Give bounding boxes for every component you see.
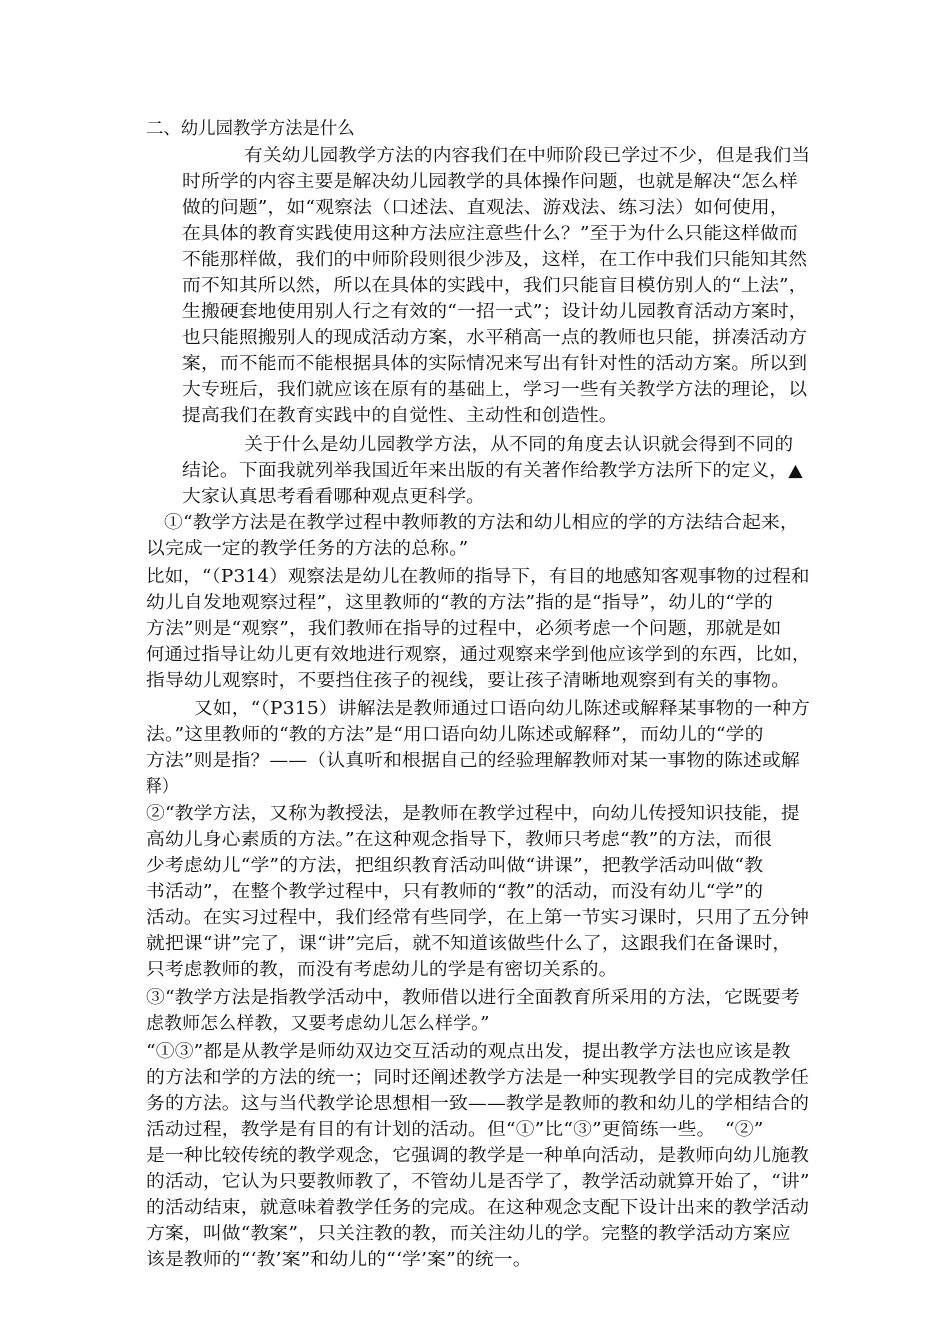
text-line: 是一种比较传统的教学观念，它强调的教学是一种单向活动，是教师向幼儿施教 [146, 1146, 810, 1166]
text-line: 而不知其所以然，所以在具体的实践中，我们只能盲目模仿别人的“上法”， [182, 276, 808, 296]
text-line: “①③”都是从教学是师幼双边交互活动的观点出发，提出教学方法也应该是教 [146, 1042, 791, 1062]
text-line: 关于什么是幼儿园教学方法，从不同的角度去认识就会得到不同的 [244, 435, 794, 455]
text-line: ③“教学方法是指教学活动中，教师借以进行全面教育所采用的方法，它既要考 [146, 988, 800, 1008]
text-line: 大专班后，我们就应该在原有的基础上，学习一些有关教学方法的理论，以 [182, 380, 808, 400]
text-line: 书活动”，在整个教学过程中，只有教师的“教”的活动，而没有幼儿“学”的 [146, 882, 764, 902]
text-line: 的活动，它认为只要教师教了，不管幼儿是否学了，教学活动就算开始了，“讲” [146, 1172, 810, 1192]
text-line: 方案，叫做“教案”，只关注教的教，而关注幼儿的学。完整的教学活动方案应 [146, 1224, 791, 1244]
text-line: 结论。下面我就列举我国近年来出版的有关著作给教学方法所下的定义，▲ [182, 461, 803, 481]
text-line: 高幼儿身心素质的方法。”在这种观念指导下，教师只考虑“教”的方法，而很 [146, 830, 773, 850]
section-heading: 二、幼儿园教学方法是什么 [146, 119, 355, 139]
text-line: 就把课“讲”完了，课“讲”完后，就不知道该做些什么了，这跟我们在备课时， [146, 934, 792, 954]
text-line: 务的方法。这与当代教学论思想相一致——教学是教师的教和幼儿的学相结合的 [146, 1094, 810, 1114]
text-line: 做的问题”，如“观察法（口述法、直观法、游戏法、练习法）如何使用， [182, 198, 789, 218]
text-line: 活动。在实习过程中，我们经常有些同学，在上第一节实习课时，只用了五分钟 [146, 908, 810, 928]
text-line: 大家认真思考看看哪种观点更科学。 [182, 487, 486, 507]
text-line: 的方法和学的方法的统一；同时还阐述教学方法是一种实现教学目的完成教学任 [146, 1068, 810, 1088]
text-line: 案，而不能而不能根据具体的实际情况来写出有针对性的活动方案。所以到 [182, 354, 808, 374]
text-line: 的活动结束，就意味着教学任务的完成。在这种观念支配下设计出来的教学活动 [146, 1198, 810, 1218]
text-line: ②“教学方法，又称为教授法，是教师在教学过程中，向幼儿传授知识技能，提 [146, 804, 800, 824]
text-line: 生搬硬套地使用别人行之有效的“一招一式”；设计幼儿园教育活动方案时， [182, 302, 808, 322]
text-line: 不能那样做，我们的中师阶段则很少涉及，这样，在工作中我们只能知其然 [182, 250, 808, 270]
text-line: 虑教师怎么样教，又要考虑幼儿怎么样学。” [146, 1014, 490, 1034]
text-line: 时所学的内容主要是解决幼儿园教学的具体操作问题，也就是解决“怎么样 [182, 172, 798, 192]
text-line: 幼儿自发地观察过程”，这里教师的“教的方法”指的是“指导”，幼儿的“学的 [146, 593, 773, 613]
text-line: 少考虑幼儿“学”的方法，把组织教育活动叫做“讲课”，把教学活动叫做“教 [146, 856, 764, 876]
text-line: 只考虑教师的教，而没有考虑幼儿的学是有密切关系的。 [146, 960, 618, 980]
text-line: 释） [146, 777, 179, 797]
text-line: 也只能照搬别人的现成活动方案，水平稍高一点的教师也只能，拼凑活动方 [182, 328, 808, 348]
text-line: 在具体的教育实践使用这种方法应注意些什么？”至于为什么只能这样做而 [182, 224, 798, 244]
text-line: 以完成一定的教学任务的方法的总称。” [146, 539, 469, 559]
text-line: 该是教师的“‘教’案”和幼儿的“‘学’案”的统一。 [146, 1250, 532, 1270]
text-line: 又如，“（P315）讲解法是教师通过口语向幼儿陈述或解释某事物的一种方 [194, 699, 811, 719]
text-line: 方法”则是“观察”，我们教师在指导的过程中，必须考虑一个问题，那就是如 [146, 619, 782, 639]
text-line: 指导幼儿观察时，不要挡住孩子的视线，要让孩子清晰地观察到有关的事物。 [146, 671, 791, 691]
text-line: 有关幼儿园教学方法的内容我们在中师阶段已学过不少，但是我们当 [244, 146, 811, 166]
text-line: 方法”则是指？——（认真听和根据自己的经验理解教师对某一事物的陈述或解 [146, 751, 800, 771]
text-line: 比如，“（P314）观察法是幼儿在教师的指导下，有目的地感知客观事物的过程和 [146, 567, 810, 587]
text-line: 何通过指导让幼儿更有效地进行观察，通过观察来学到他应该学到的东西，比如， [146, 645, 811, 665]
text-line: ①“教学方法是在教学过程中教师教的方法和幼儿相应的学的方法结合起来， [164, 513, 799, 533]
text-line: 活动过程，教学是有目的有计划的活动。但“①”比“③”更简练一些。 “②” [146, 1120, 764, 1140]
text-line: 法。”这里教师的“教的方法”是“用口语向幼儿陈述或解释”，而幼儿的“学的 [146, 725, 764, 745]
text-line: 提高我们在教育实践中的自觉性、主动性和创造性。 [182, 406, 618, 426]
